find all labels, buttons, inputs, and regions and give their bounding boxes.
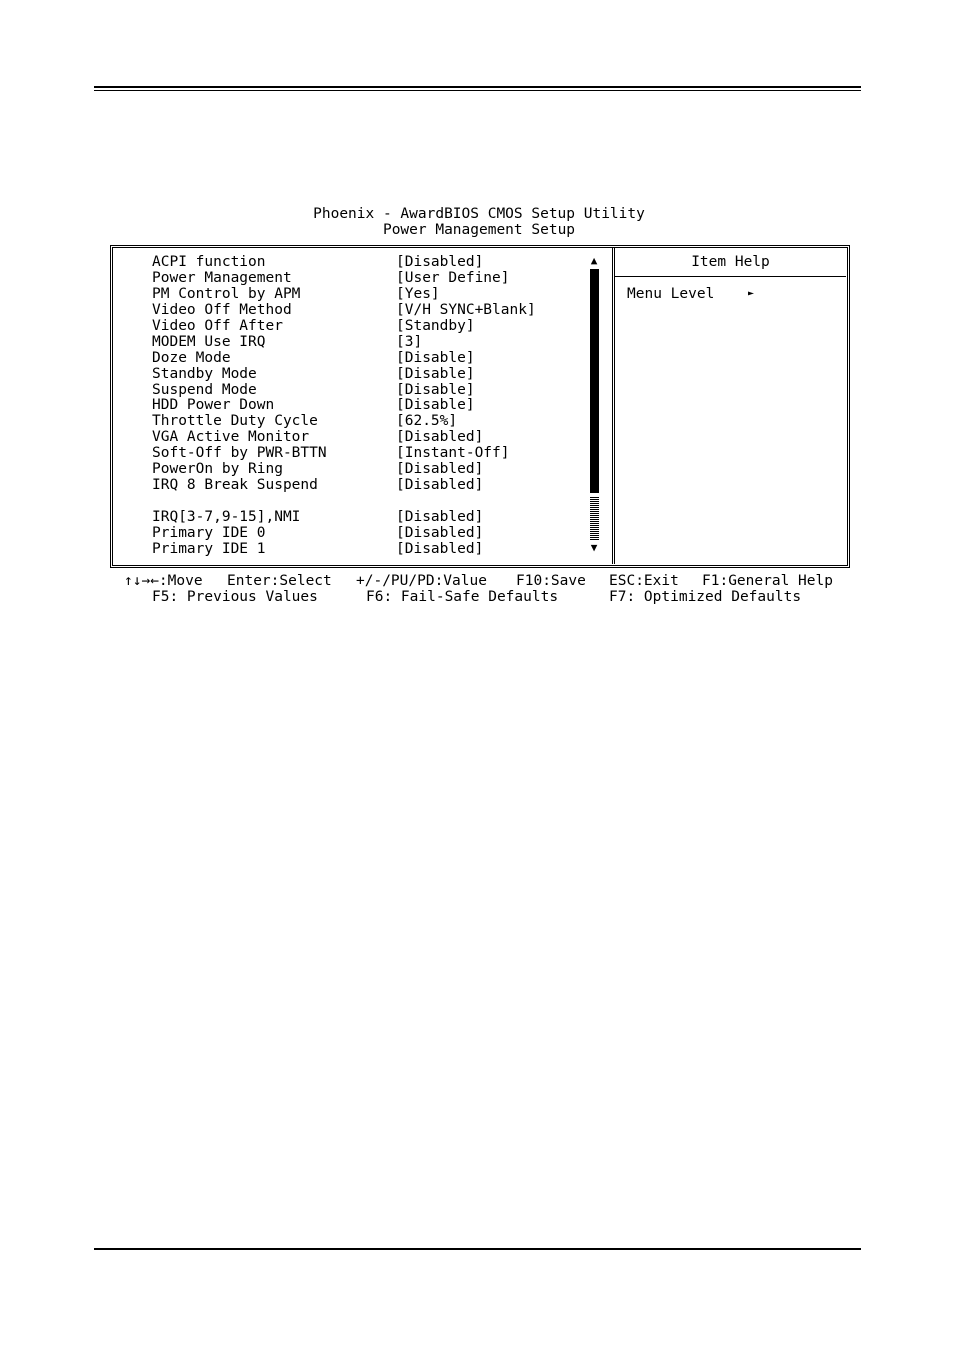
setting-value[interactable]: [Disabled] (396, 524, 484, 541)
setting-row-poweron-by-ring[interactable] (152, 461, 484, 478)
setting-row-power-management[interactable] (152, 269, 510, 286)
key-hint-optimized-defaults: F7: Optimized Defaults (609, 589, 802, 605)
setting-value[interactable]: [Disabled] (396, 461, 484, 478)
list-spacer (152, 493, 187, 509)
setting-row-hdd-power-down[interactable] (152, 397, 475, 414)
setting-value[interactable]: [Disable] (396, 381, 475, 398)
key-hint-select: Enter:Select (227, 573, 332, 589)
scrollbar-thumb[interactable] (590, 269, 599, 493)
setting-label: Suspend Mode (152, 381, 257, 398)
scrollbar-track[interactable] (590, 496, 599, 540)
setting-row-modem-use-irq[interactable] (152, 333, 423, 350)
setting-label: HDD Power Down (152, 397, 275, 414)
setting-label: MODEM Use IRQ (152, 333, 266, 350)
utility-title: Phoenix - AwardBIOS CMOS Setup Utility (313, 206, 645, 222)
bottom-rule (94, 1248, 861, 1250)
setting-value[interactable]: [3] (396, 333, 423, 350)
key-hint-general-help: F1:General Help (702, 573, 833, 589)
settings-list (152, 254, 536, 557)
setting-value[interactable]: [Instant-Off] (396, 445, 510, 462)
setting-row-acpi-function[interactable] (152, 254, 484, 270)
panel-divider (612, 247, 615, 564)
key-hint-move: ↑↓→←:Move (124, 573, 203, 589)
scroll-up-arrow-icon[interactable]: ▲ (590, 254, 598, 267)
setting-label: Video Off Method (152, 301, 292, 318)
setting-value[interactable]: [Standby] (396, 317, 475, 334)
setting-row-vga-active-monitor[interactable] (152, 429, 484, 446)
setting-value[interactable]: [Disabled] (396, 509, 484, 525)
setting-label: Primary IDE 0 (152, 524, 266, 541)
setting-label: Power Management (152, 269, 292, 286)
key-hint-fail-safe-defaults: F6: Fail-Safe Defaults (366, 589, 559, 605)
setting-row-pm-control-by-apm[interactable] (152, 285, 440, 302)
page-title: Power Management Setup (382, 222, 576, 238)
key-hint-save: F10:Save (516, 573, 586, 589)
setting-value[interactable]: [V/H SYNC+Blank] (396, 301, 536, 318)
key-hint-value: +/-/PU/PD:Value (356, 573, 487, 589)
menu-level-arrow-icon: ► (748, 288, 755, 299)
setting-label: Soft-Off by PWR-BTTN (152, 445, 327, 462)
setting-value[interactable]: [Disabled] (396, 477, 484, 494)
item-help-title: Item Help (691, 254, 770, 270)
scroll-down-arrow-icon[interactable]: ▼ (590, 541, 598, 554)
setting-row-suspend-mode[interactable] (152, 381, 475, 398)
setting-value[interactable]: [Disable] (396, 365, 475, 382)
top-rule-thin (94, 90, 861, 91)
setting-row-soft-off-by-pwr-bttn[interactable] (152, 445, 510, 462)
setting-row-irq8-break-suspend[interactable] (152, 477, 484, 494)
setting-label: VGA Active Monitor (152, 429, 310, 446)
key-hint-exit: ESC:Exit (609, 573, 679, 589)
setting-value[interactable]: [62.5%] (396, 413, 458, 430)
setting-row-video-off-method[interactable] (152, 301, 536, 318)
setting-label: Standby Mode (152, 365, 257, 382)
setting-label: Video Off After (152, 317, 283, 334)
top-rule (94, 86, 861, 88)
setting-value[interactable]: [User Define] (396, 269, 510, 286)
setting-value[interactable]: [Yes] (396, 285, 440, 302)
setting-value[interactable]: [Disabled] (396, 254, 484, 270)
setting-row-irq-nmi[interactable] (152, 509, 484, 525)
setting-label: PowerOn by Ring (152, 461, 283, 478)
setting-row-throttle-duty-cycle[interactable] (152, 413, 458, 430)
setting-label: IRQ[3-7,9-15],NMI (152, 509, 301, 525)
setting-label: Throttle Duty Cycle (152, 413, 318, 430)
setting-row-primary-ide-1[interactable] (152, 540, 484, 557)
setting-value[interactable]: [Disable] (396, 397, 475, 414)
help-title-separator (615, 276, 846, 277)
key-hint-previous-values: F5: Previous Values (152, 589, 318, 605)
setting-row-doze-mode[interactable] (152, 349, 475, 366)
setting-value[interactable]: [Disabled] (396, 429, 484, 446)
setting-label: Primary IDE 1 (152, 540, 266, 557)
setting-label: ACPI function (152, 254, 266, 270)
setting-label: IRQ 8 Break Suspend (152, 477, 318, 494)
setting-label: PM Control by APM (152, 285, 301, 302)
setting-row-primary-ide-0[interactable] (152, 524, 484, 541)
menu-level-label: Menu Level (627, 286, 715, 302)
setting-value[interactable]: [Disable] (396, 349, 475, 366)
setting-row-video-off-after[interactable] (152, 317, 475, 334)
setting-value[interactable]: [Disabled] (396, 540, 484, 557)
setting-label: Doze Mode (152, 349, 231, 366)
setting-row-standby-mode[interactable] (152, 365, 475, 382)
